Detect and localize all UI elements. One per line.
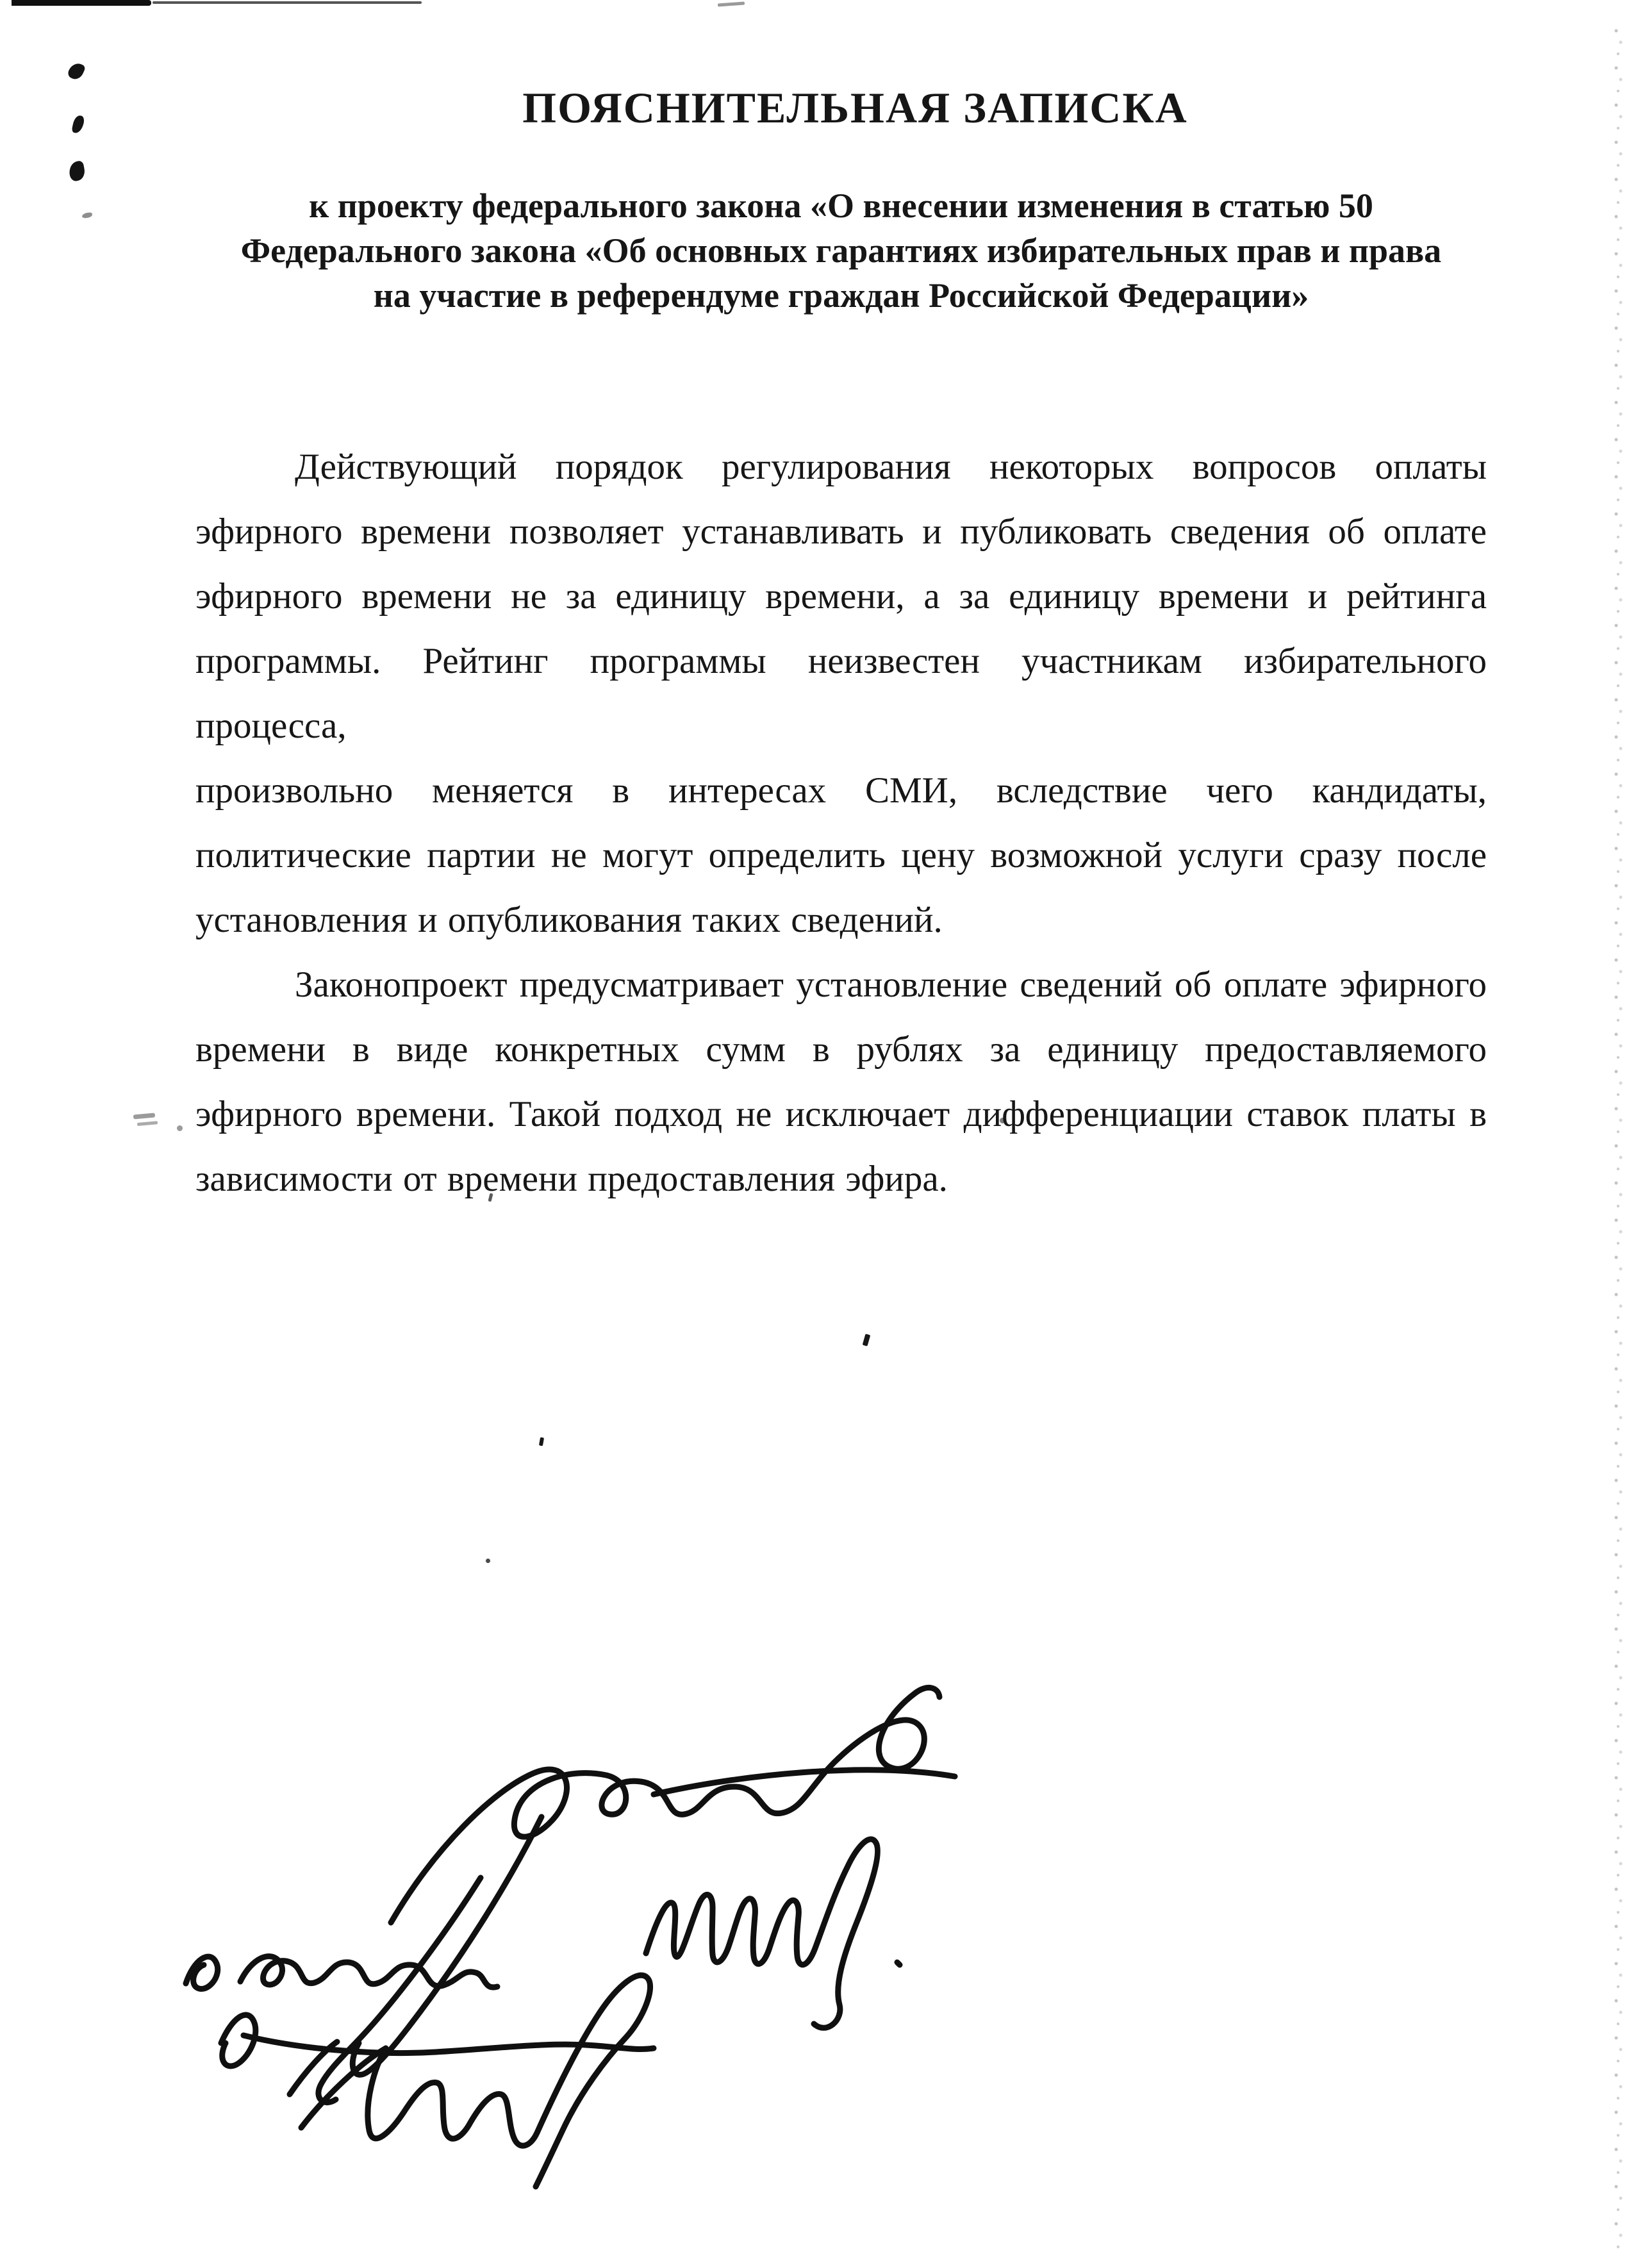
body-text-line: программы. Рейтинг программы неизвестен участникам избирательного процесса, [195, 641, 1487, 746]
signature-zigzag-dot [897, 1962, 900, 1965]
body-text-line: произвольно меняется в интересах СМИ, вследствие чего кандидаты, [195, 770, 1487, 811]
signature-bottom-cursive [301, 1975, 650, 2187]
body-text-line: установления и опубликования таких сведений. [195, 900, 943, 940]
body-text-line: Законопроект предусматривает установление сведений об оплате эфирного [295, 964, 1487, 1005]
signature-large-flourish [391, 1759, 838, 1923]
signature-initials-cursive [186, 1957, 218, 1989]
signature-zigzag [646, 1839, 877, 2028]
signature-large-flourish-loop [838, 1687, 939, 1769]
paragraph-2 [195, 952, 1487, 1211]
stray-ink-dot [486, 1559, 490, 1563]
paragraph-1 [195, 435, 1487, 952]
signature-underline-flourish [221, 2015, 256, 2066]
body-text-line: политические партии не могут определить цену возможной услуги сразу после [195, 835, 1487, 875]
body-text-line: эфирного времени. Такой подход не исключает дифференциации ставок платы в [195, 1094, 1487, 1134]
body-text-line: Действующий порядок регулирования некоторых вопросов оплаты [295, 447, 1487, 487]
signature-large-flourish-descender [352, 1817, 542, 2074]
document-body [195, 435, 1487, 1211]
body-text-line: времени в виде конкретных сумм в рублях за единицу предоставляемого [195, 1029, 1487, 1070]
body-text-line: зависимости от времени предоставления эфира. [195, 1159, 948, 1199]
subtitle-line: к проекту федерального закона «О внесении изменения в статью 50 [309, 186, 1373, 225]
subtitle-line: на участие в референдуме граждан Российской Федерации» [373, 276, 1309, 315]
subtitle-line: Федерального закона «Об основных гарантиях избирательных прав и права [240, 231, 1442, 270]
body-text-line: эфирного времени позволяет устанавливать и публиковать сведения об оплате [195, 511, 1487, 552]
document-title: ПОЯСНИТЕЛЬНАЯ ЗАПИСКА [522, 83, 1188, 132]
body-text-line: эфирного времени не за единицу времени, а за единицу времени и рейтинга [195, 576, 1487, 617]
stray-ink-dot [863, 1334, 871, 1346]
stray-ink-dot [539, 1437, 544, 1446]
document-subtitle [195, 183, 1487, 318]
signatures-block [90, 1679, 1089, 2256]
signature-underline-flourish [244, 2035, 654, 2053]
signature-large-flourish-swash [654, 1770, 955, 1794]
